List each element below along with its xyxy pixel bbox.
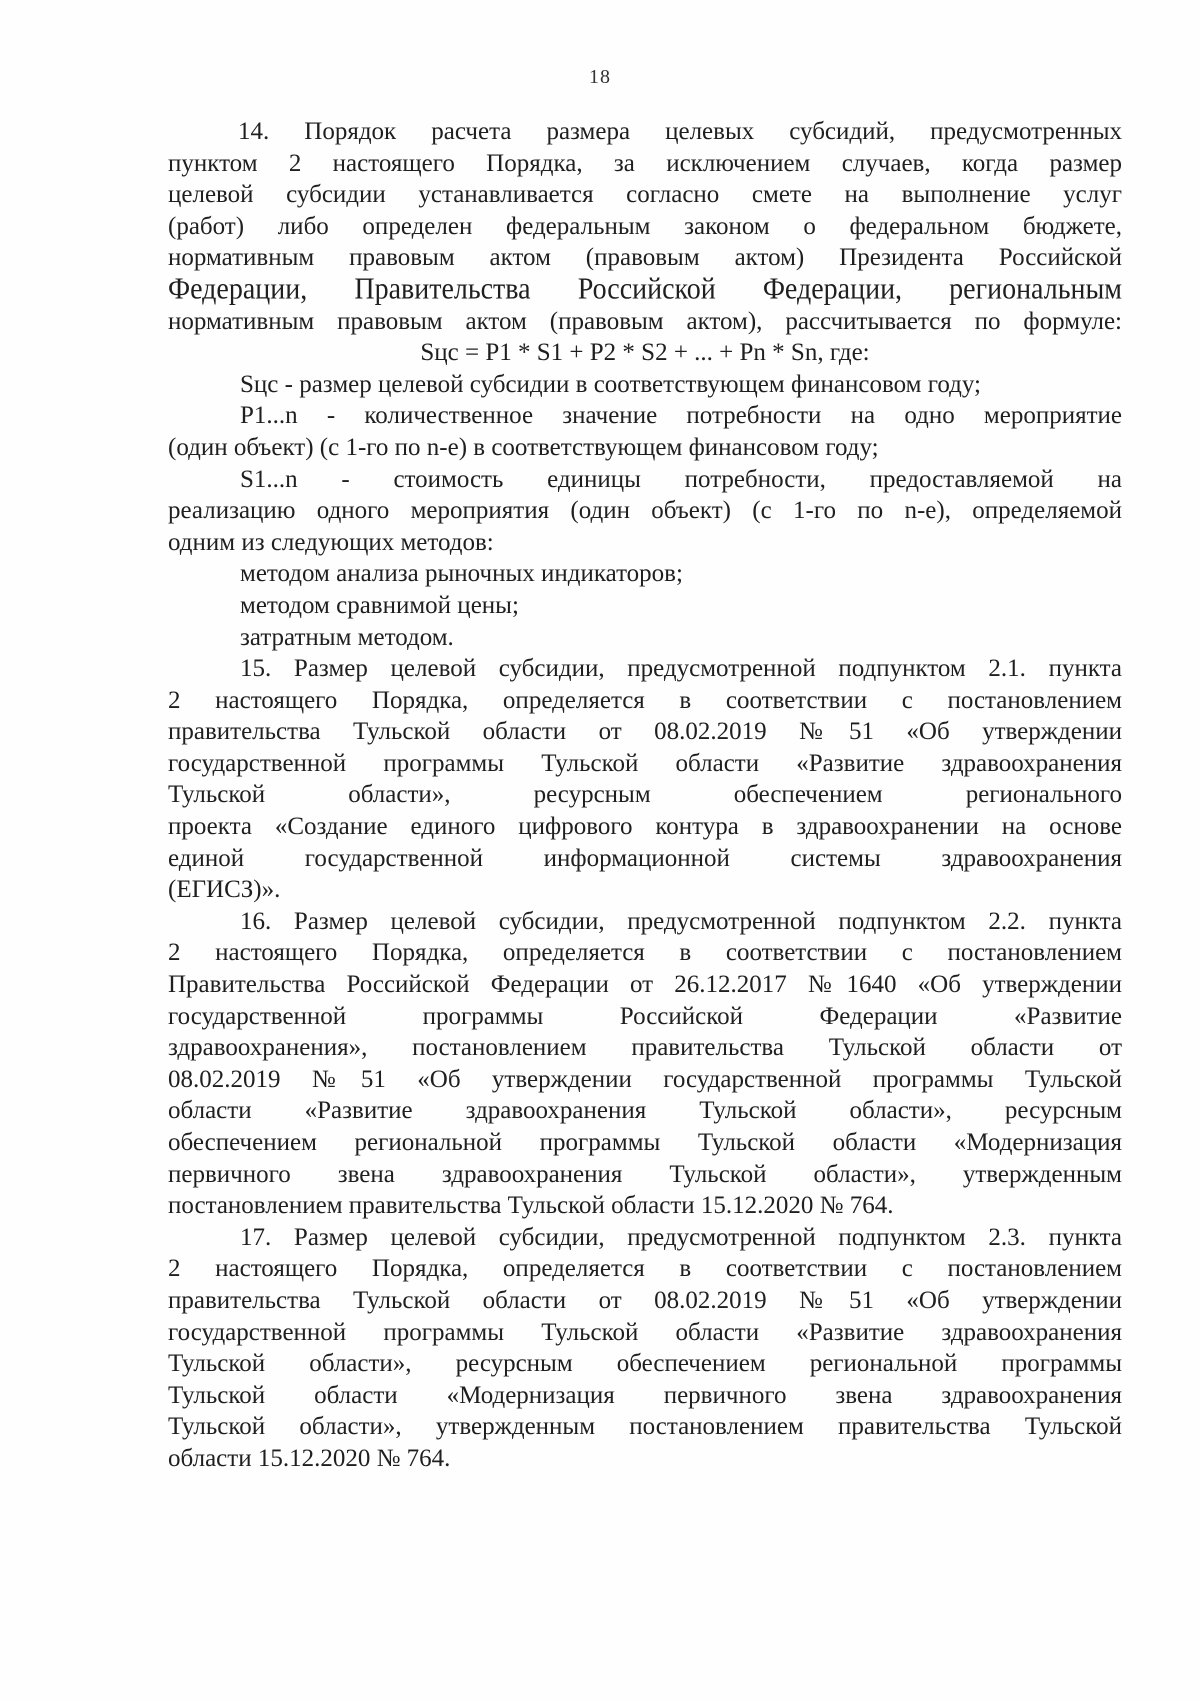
text-line: 2 настоящего Порядка, определяется в соответствии с постановлением [168,686,1122,714]
text-line: области 15.12.2020 № 764. [168,1444,451,1472]
document-body [168,116,1122,1475]
text-line: правительства Тульской области от 08.02.2019 №51 «Об утверждении [168,1286,1122,1314]
text-line: (один объект) (с 1-го по n-е) в соответствующем финансовом году; [168,433,879,461]
text-line: Федерации, Правительства Российской Федерации, региональным [168,272,1122,307]
text-line: Тульской области», ресурсным обеспечением регионального [168,781,1122,809]
text-line: постановлением правительства Тульской области 15.12.2020 № 764. [168,1192,894,1220]
text-line: пунктом 2 настоящего Порядка, за исключением случаев, когда размер [168,149,1122,177]
text-line: обеспечением региональной программы Тульской области «Модернизация [168,1129,1122,1156]
text-line: целевой субсидии устанавливается согласно смете на выполнение услуг [168,181,1122,209]
text-line: Тульской области «Модернизация первичного звена здравоохранения [168,1381,1122,1409]
text-line: Тульской области», утвержденным постановлением правительства Тульской [168,1413,1122,1441]
text-line: области «Развитие здравоохранения Тульской области», ресурсным [168,1097,1122,1125]
text-line: одним из следующих методов: [168,528,494,556]
text-line: 17. Размер целевой субсидии, предусмотренной подпунктом 2.3. пункта [240,1223,1122,1251]
page-number: 18 [589,66,611,88]
list-item: затратным методом. [240,623,454,651]
text-line: проекта «Создание единого цифрового контура в здравоохранении на основе [168,813,1122,841]
text-line: нормативным правовым актом (правовым актом), рассчитывается по формуле: [168,307,1122,335]
text-line: S1...n - стоимость единицы потребности, предоставляемой на [240,465,1122,493]
text-line: 16. Размер целевой субсидии, предусмотренной подпунктом 2.2. пункта [240,907,1122,935]
text-line: (работ) либо определен федеральным законом о федеральном бюджете, [168,212,1122,240]
text-line: Правительства Российской Федерации от 26.12.2017 №1640 «Об утверждении [168,971,1122,999]
list-item: методом анализа рыночных индикаторов; [240,560,683,588]
text-line: Sцс - размер целевой субсидии в соответствующем финансовом году; [240,370,981,398]
text-line: государственной программы Российской Федерации «Развитие [168,1002,1122,1030]
text-line: реализацию одного мероприятия (один объект) (с 1-го по n-е), определяемой [168,497,1122,525]
text-line: 08.02.2019 №51 «Об утверждении государственной программы Тульской [168,1065,1122,1093]
text-line: 2 настоящего Порядка, определяется в соответствии с постановлением [168,939,1122,967]
text-line: государственной программы Тульской области «Развитие здравоохранения [168,1318,1122,1346]
text-line: единой государственной информационной системы здравоохранения [168,844,1122,872]
text-line: 14. Порядок расчета размера целевых субсидий, предусмотренных [238,118,1122,145]
text-line: здравоохранения», постановлением правительства Тульской области от [168,1034,1122,1062]
text-line: Тульской области», ресурсным обеспечением региональной программы [168,1350,1122,1378]
text-line: (ЕГИСЗ)». [168,876,281,904]
text-line: нормативным правовым актом (правовым актом) Президента Российской [168,244,1122,272]
text-line: государственной программы Тульской области «Развитие здравоохранения [168,749,1122,777]
list-item: методом сравнимой цены; [240,591,519,619]
formula: Sцс = P1 * S1 + P2 * S2 + ... + Pn * Sn, где: [420,339,870,367]
text-line: 15. Размер целевой субсидии, предусмотренной подпунктом 2.1. пункта [240,655,1122,683]
text-line: первичного звена здравоохранения Тульской области», утвержденным [168,1160,1122,1188]
text-line: P1...n - количественное значение потребности на одно мероприятие [240,402,1122,430]
text-line: правительства Тульской области от 08.02.2019 №51 «Об утверждении [168,718,1122,746]
text-line: 2 настоящего Порядка, определяется в соответствии с постановлением [168,1255,1122,1283]
